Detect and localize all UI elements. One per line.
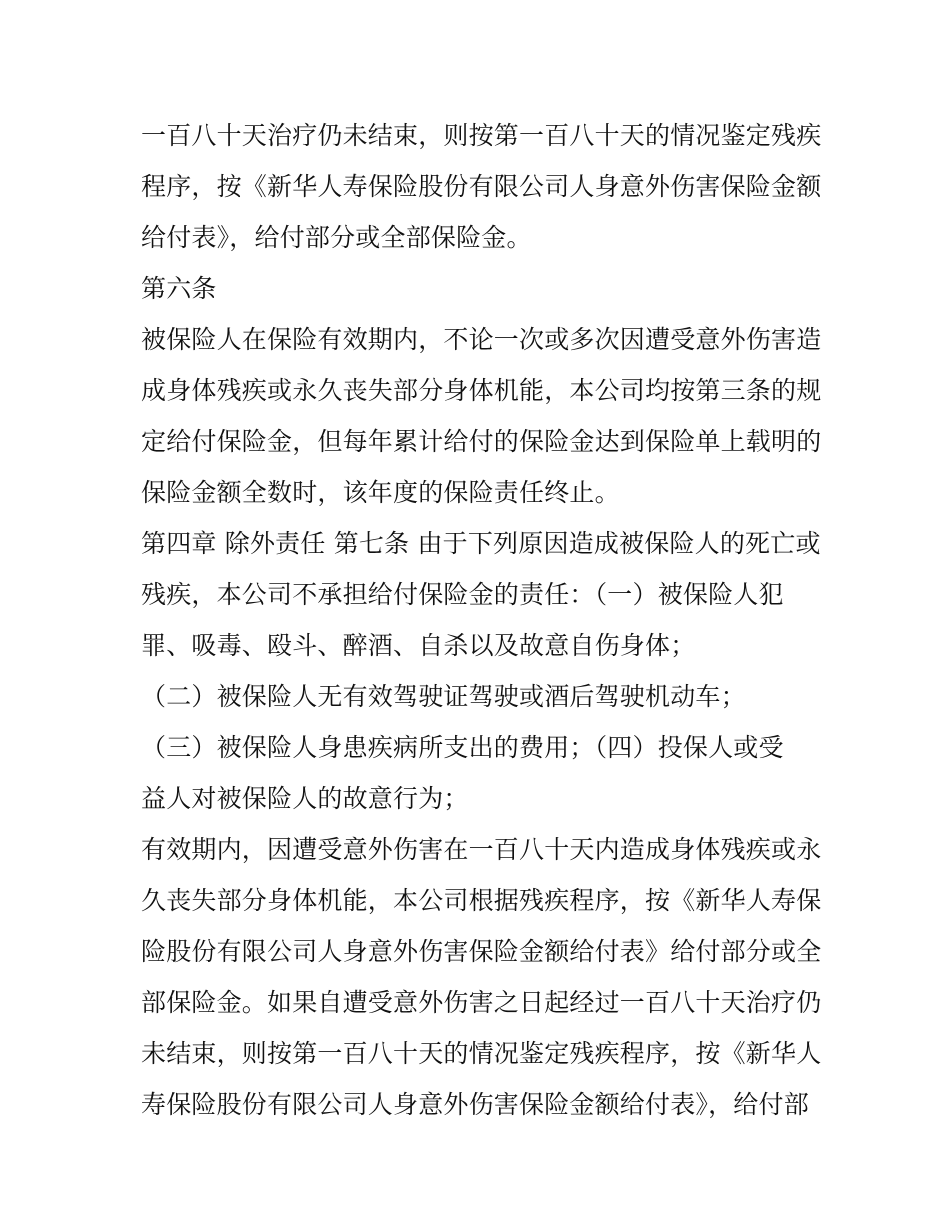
text-line: 有效期内，因遭受意外伤害在一百八十天内造成身体残疾或永 bbox=[141, 835, 822, 864]
text-line: 成身体残疾或永久丧失部分身体机能，本公司均按第三条的规 bbox=[141, 376, 822, 405]
text-line: 被保险人在保险有效期内，不论一次或多次因遭受意外伤害造 bbox=[141, 325, 822, 354]
text-line: 部保险金。如果自遭受意外伤害之日起经过一百八十天治疗仍 bbox=[141, 988, 822, 1017]
text-line: 寿保险股份有限公司人身意外伤害保险金额给付表》，给付部 bbox=[141, 1090, 809, 1119]
chapter-heading-line: 第四章 除外责任 第七条 由于下列原因造成被保险人的死亡或 bbox=[141, 529, 821, 558]
text-line: （二）被保险人无有效驾驶证驾驶或酒后驾驶机动车； bbox=[141, 682, 746, 711]
text-line: 给付表》，给付部分或全部保险金。 bbox=[141, 223, 532, 252]
text-line: 残疾，本公司不承担给付保险金的责任：（一）被保险人犯 bbox=[141, 580, 784, 609]
text-line: 一百八十天治疗仍未结束，则按第一百八十天的情况鉴定残疾 bbox=[141, 121, 822, 150]
text-line: 久丧失部分身体机能，本公司根据残疾程序，按《新华人寿保 bbox=[141, 886, 822, 915]
text-line: 险股份有限公司人身意外伤害保险金额给付表》给付部分或全 bbox=[141, 937, 822, 966]
text-line: 未结束，则按第一百八十天的情况鉴定残疾程序，按《新华人 bbox=[141, 1039, 822, 1068]
text-line: 程序，按《新华人寿保险股份有限公司人身意外伤害保险金额 bbox=[141, 172, 822, 201]
article-heading: 第六条 bbox=[141, 274, 217, 303]
text-line: 罪、吸毒、殴斗、醉酒、自杀以及故意自伤身体； bbox=[141, 631, 696, 660]
text-line: 保险金额全数时，该年度的保险责任终止。 bbox=[141, 478, 620, 507]
text-line: 定给付保险金，但每年累计给付的保险金达到保险单上载明的 bbox=[141, 427, 822, 456]
text-line: （三）被保险人身患疾病所支出的费用；（四）投保人或受 bbox=[141, 733, 784, 762]
document-body bbox=[141, 110, 821, 1130]
text-line: 益人对被保险人的故意行为； bbox=[141, 784, 469, 813]
